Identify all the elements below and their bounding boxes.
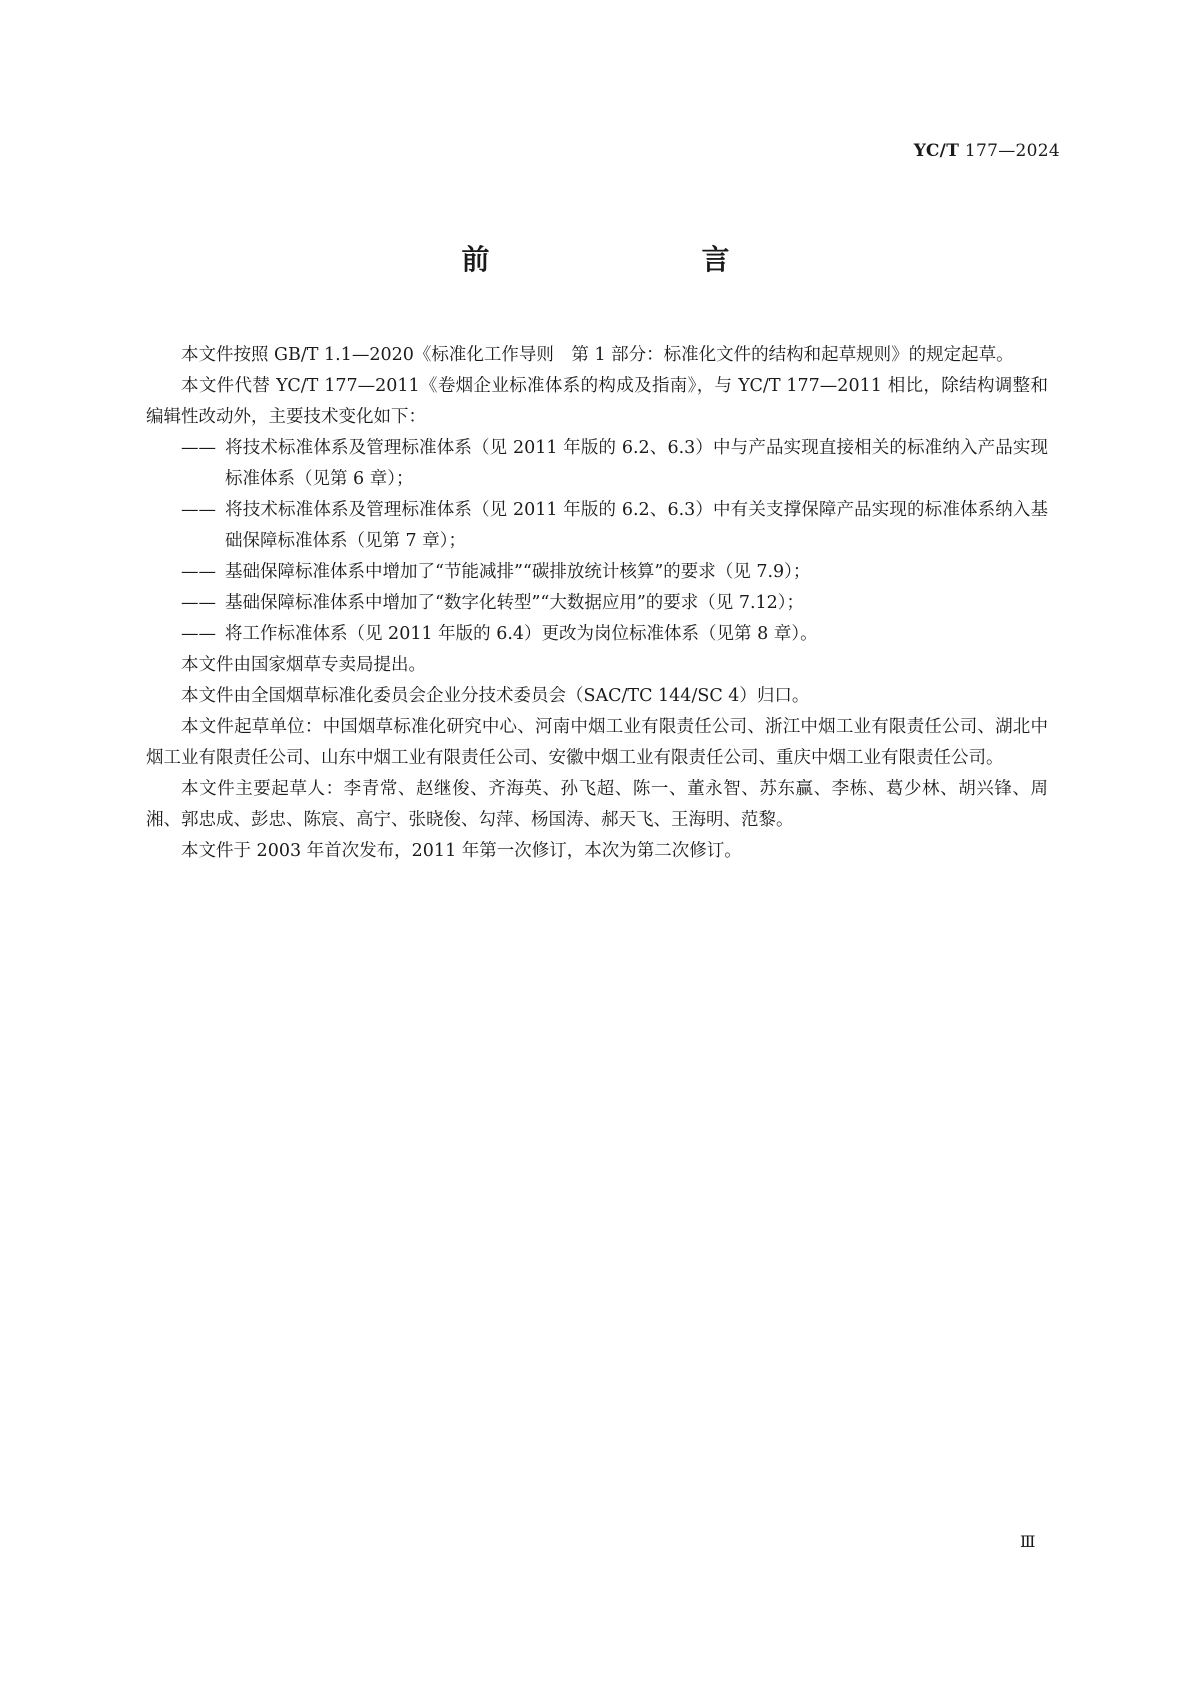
dash-mark: —— bbox=[181, 593, 216, 613]
paragraph-drafters: 本文件主要起草人：李青常、赵继俊、齐海英、孙飞超、陈一、董永智、苏东赢、李栋、葛少林、胡兴锋、周湘、郭忠成、彭忠、陈宸、高宁、张晓俊、勾萍、杨国涛、郝天飞、王海明、范黎。 bbox=[146, 779, 1048, 830]
paragraph-drafting-rules: 本文件按照 GB/T 1.1—2020《标准化工作导则 第 1 部分：标准化文件的结构和起草规则》的规定起草。 bbox=[181, 345, 1014, 365]
dash-mark: —— bbox=[181, 562, 216, 582]
paragraph-drafting-units: 本文件起草单位：中国烟草标准化研究中心、河南中烟工业有限责任公司、浙江中烟工业有限责任公司、湖北中烟工业有限责任公司、山东中烟工业有限责任公司、安徽中烟工业有限责任公司、重庆中烟工业有限责任公司。 bbox=[146, 717, 1048, 768]
page-number: Ⅲ bbox=[1020, 1532, 1036, 1551]
change-item bbox=[146, 557, 1048, 588]
change-item-text: 基础保障标准体系中增加了“数字化转型”“大数据应用”的要求（见 7.12）； bbox=[225, 593, 805, 613]
change-item bbox=[146, 588, 1048, 619]
dash-mark: —— bbox=[181, 500, 216, 520]
dash-mark: —— bbox=[181, 624, 216, 644]
foreword-body bbox=[146, 340, 1048, 867]
page-title: 前 言 bbox=[461, 243, 782, 276]
change-item-text: 将工作标准体系（见 2011 年版的 6.4）更改为岗位标准体系（见第 8 章）。 bbox=[225, 624, 818, 644]
change-item-text: 基础保障标准体系中增加了“节能减排”“碳排放统计核算”的要求（见 7.9）； bbox=[225, 562, 811, 582]
paragraph-replacement: 本文件代替 YC/T 177—2011《卷烟企业标准体系的构成及指南》，与 YC/T 177—2011 相比，除结构调整和编辑性改动外，主要技术变化如下： bbox=[146, 376, 1048, 427]
change-item bbox=[146, 495, 1048, 557]
paragraph-history: 本文件于 2003 年首次发布，2011 年第一次修订，本次为第二次修订。 bbox=[181, 841, 742, 861]
change-item-text: 将技术标准体系及管理标准体系（见 2011 年版的 6.2、6.3）中有关支撑保障产品实现的标准体系纳入基础保障标准体系（见第 7 章）； bbox=[225, 500, 1048, 551]
paragraph-proposer: 本文件由国家烟草专卖局提出。 bbox=[181, 655, 426, 675]
change-item-text: 将技术标准体系及管理标准体系（见 2011 年版的 6.2、6.3）中与产品实现直接相关的标准纳入产品实现标准体系（见第 6 章）； bbox=[225, 438, 1048, 489]
standard-number-header bbox=[914, 141, 1060, 161]
dash-mark: —— bbox=[181, 438, 216, 458]
change-item bbox=[146, 619, 1048, 650]
standard-code: YC/T bbox=[913, 141, 960, 161]
standard-number: 177—2024 bbox=[964, 141, 1060, 161]
paragraph-committee: 本文件由全国烟草标准化委员会企业分技术委员会（SAC/TC 144/SC 4）归口。 bbox=[181, 686, 810, 706]
change-item bbox=[146, 433, 1048, 495]
